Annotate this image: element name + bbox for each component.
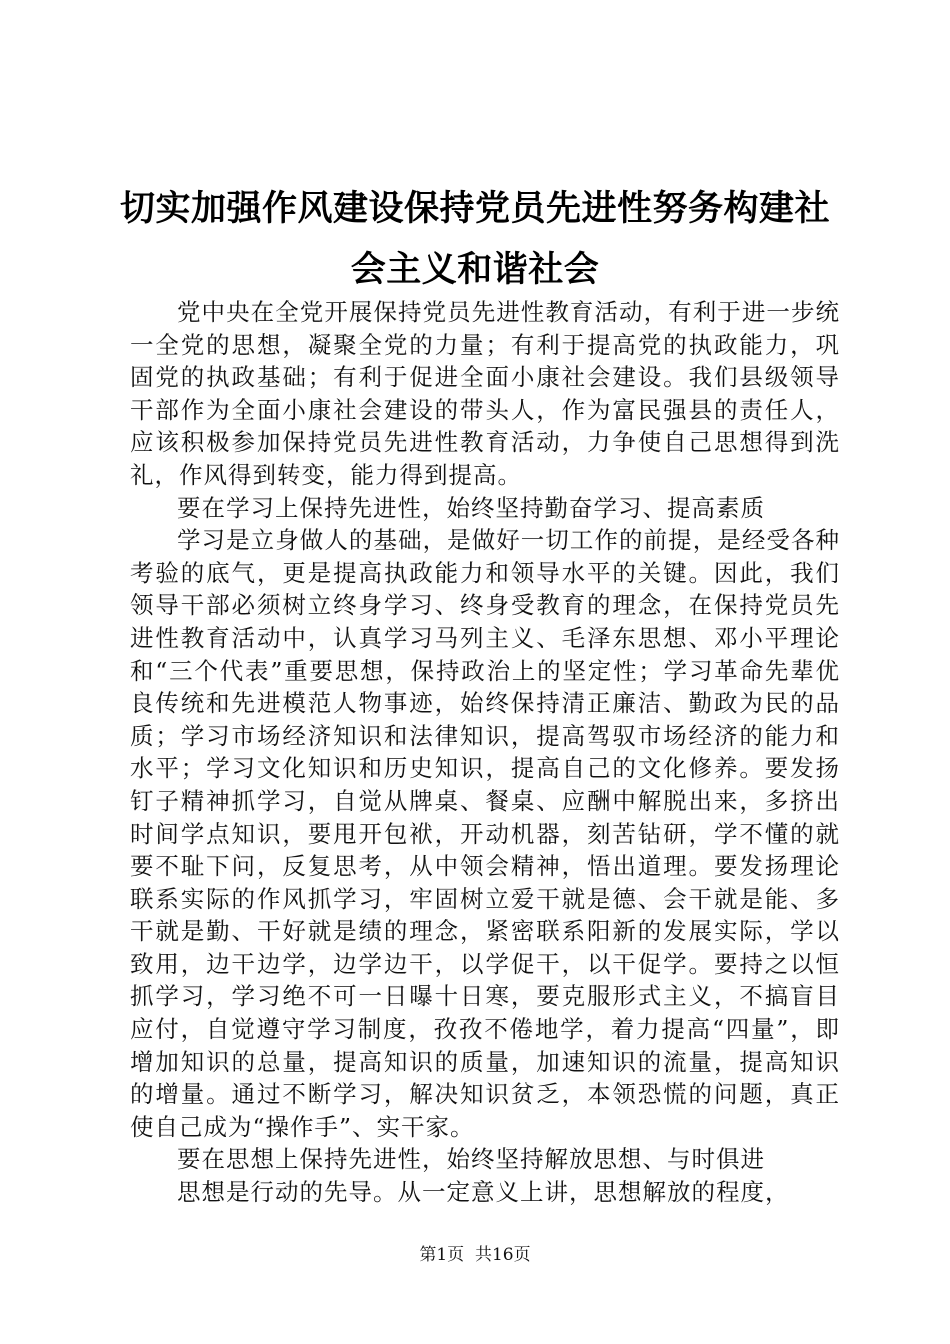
paragraph-study: 学习是立身做人的基础，是做好一切工作的前提，是经受各种考验的底气，更是提高执政能力和领导水平的关键。因此，我们领导干部必须树立终身学习、终身受教育的理念，在保持党员先进性教育活动中，认真学习马列主义、毛泽东思想、邓小平理论和“三个代表”重要思想，保持政治上的坚定性；学习革命先辈优良传统和先进模范人物事迹，始终保持清正廉洁、勤政为民的品质；学习市场经济知识和法律知识，提高驾驭市场经济的能力和水平；学习文化知识和历史知识，提高自己的文化修养。要发扬钉子精神抓学习，自觉从牌桌、餐桌、应酬中解脱出来，多挤出时间学点知识，要甩开包袱，开动机器，刻苦钻研，学不懂的就要不耻下问，反复思考，从中领会精神，悟出道理。要发扬理论联系实际的作风抓学习，牢固树立爱干就是德、会干就是能、多干就是勤、干好就是绩的理念，紧密联系阳新的发展实际，学以致用，边干边学，边学边干，以学促干，以干促学。要持之以恒抓学习，学习绝不可一日曝十日寒，要克服形式主义，不搞盲目应付，自觉遵守学习制度，孜孜不倦地学，着力提高“四量”，即增加知识的总量，提高知识的质量，加速知识的流量，提高知识的增量。通过不断学习，解决知识贫乏，本领恐慌的问题，真正使自己成为“操作手”、实干家。 [130,526,840,1141]
document-body [130,296,840,1209]
document-title-line-1: 切实加强作风建设保持党员先进性努务构建社 [119,189,830,229]
section-heading-study: 要在学习上保持先进性，始终坚持勤奋学习、提高素质 [177,493,765,522]
section-heading-thought: 要在思想上保持先进性，始终坚持解放思想、与时俱进 [177,1145,765,1174]
document-title-line-2: 会主义和谐社会 [350,250,600,290]
paragraph-thought: 思想是行动的先导。从一定意义上讲，思想解放的程度， [177,1178,790,1207]
page-footer: 第1页 共16页 [419,1245,531,1265]
paragraph-intro: 党中央在全党开展保持党员先进性教育活动，有利于进一步统一全党的思想，凝聚全党的力量；有利于提高党的执政能力，巩固党的执政基础；有利于促进全面小康社会建设。我们县级领导干部作为全面小康社会建设的带头人，作为富民强县的责任人，应该积极参加保持党员先进性教育活动，力争使自己思想得到洗礼，作风得到转变，能力得到提高。 [130,298,840,489]
